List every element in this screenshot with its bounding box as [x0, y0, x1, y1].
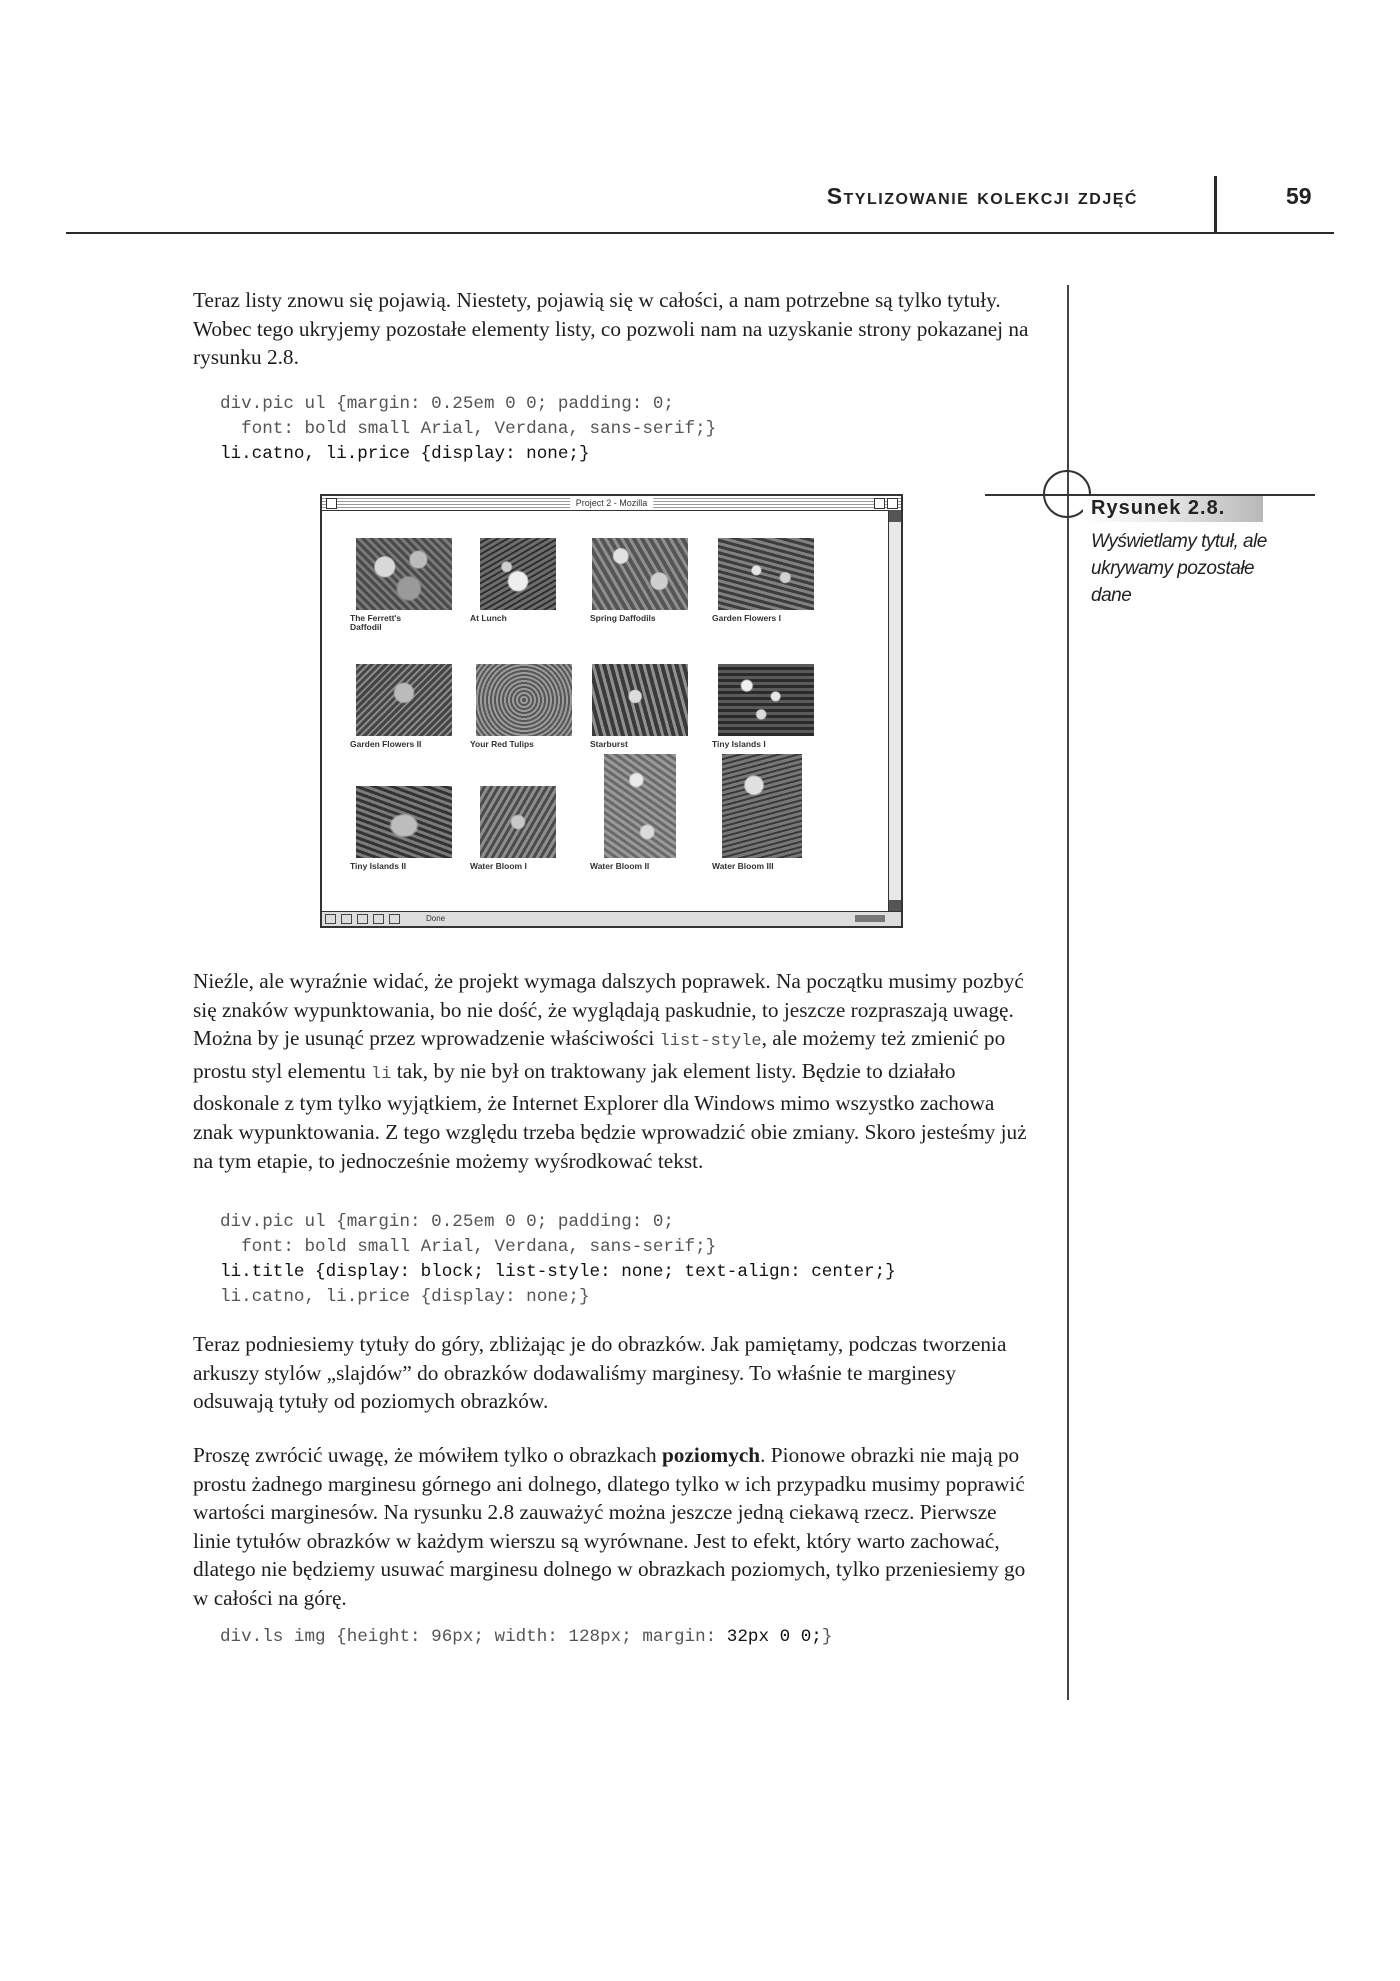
header-rule — [66, 232, 1334, 234]
paragraph-bullets — [193, 967, 1038, 1175]
code-block-2 — [220, 1210, 896, 1310]
inline-code: li — [371, 1064, 392, 1084]
paragraph-margins — [193, 1441, 1038, 1613]
thumbnail-image — [356, 786, 452, 858]
thumbnail-caption: At Lunch — [470, 613, 507, 623]
thumbnail-caption: The Ferrett's Daffodil — [350, 613, 402, 632]
status-icon — [357, 914, 368, 924]
thumbnail-image — [480, 538, 556, 610]
thumbnail-image — [356, 664, 452, 736]
inline-code: list-style — [659, 1032, 762, 1052]
code-block-3 — [220, 1625, 832, 1650]
code-line: font: bold small Arial, Verdana, sans-serif;} — [220, 1237, 717, 1257]
thumbnail-image — [722, 754, 802, 858]
thumbnail-image — [480, 786, 556, 858]
thumbnail-caption: Your Red Tulips — [470, 739, 534, 749]
thumbnail-caption: Water Bloom II — [590, 861, 650, 871]
figure-label: Rysunek 2.8. — [1091, 497, 1226, 519]
paragraph-titles: Teraz podniesiemy tytuły do góry, zbliżając je do obrazków. Jak pamiętamy, podczas tworzenia arkuszy stylów „slajdów” do obrazków dodawaliśmy marginesy. To właśnie te marginesy odsuwają tytuły od poziomych obrazków. — [193, 1332, 1007, 1414]
scroll-up-icon — [889, 510, 901, 522]
thumbnail-image — [592, 664, 688, 736]
window-titlebar — [322, 496, 901, 511]
code-line-bold: li.catno, li.price {display: none;} — [220, 444, 590, 464]
text-run: Nieźle, ale wyraźnie widać, że projekt wymaga dalszych poprawek. Na początku musimy pozbyć się znaków wypunktowania, bo nie dość, że wyglądają paskudnie, to jeszcze rozpraszają uwagę. Można by je usunąć przez wprowadzenie właściwości — [193, 969, 1024, 1051]
thumbnail-caption: Spring Daffodils — [590, 613, 656, 623]
header-divider — [1214, 176, 1217, 232]
text-run: Proszę zwrócić uwagę, że mówiłem tylko o obrazkach — [193, 1443, 662, 1467]
paragraph-intro: Teraz listy znowu się pojawią. Niestety, pojawią się w całości, a nam potrzebne są tylko tytuły. Wobec tego ukryjemy pozostałe elementy listy, co pozwoli nam na uzyskanie strony pokazanej na rysunku 2.8. — [193, 288, 1029, 370]
code-bold-part: 32px 0 0; — [726, 1627, 822, 1647]
text-run: , ale możemy też zmienić po prostu styl elementu — [193, 1026, 1006, 1083]
code-line: font: bold small Arial, Verdana, sans-serif;} — [220, 419, 717, 439]
running-header-title: Stylizowanie kolekcji zdjęć — [826, 183, 1138, 209]
thumbnail-caption: Tiny Islands I — [712, 739, 766, 749]
thumbnail-caption: Garden Flowers I — [712, 613, 781, 623]
status-icon — [325, 914, 336, 924]
thumbnail-image — [718, 664, 814, 736]
thumbnail-caption: Starburst — [590, 739, 628, 749]
status-icon — [373, 914, 384, 924]
code-line: div.pic ul {margin: 0.25em 0 0; padding: 0; — [220, 1212, 674, 1232]
thumbnail-caption: Tiny Islands II — [350, 861, 407, 871]
window-statusbar — [322, 911, 901, 926]
code-line: li.catno, li.price {display: none;} — [220, 1287, 590, 1307]
window-title: Project 2 - Mozilla — [570, 496, 654, 510]
thumbnail-caption: Water Bloom I — [470, 861, 527, 871]
code-line: div.pic ul {margin: 0.25em 0 0; padding: 0; — [220, 394, 674, 414]
code-line-bold: li.title {display: block; list-style: none; text-align: center;} — [220, 1262, 896, 1282]
close-box-icon — [326, 498, 337, 509]
text-run: tak, by nie był on traktowany jak element listy. Będzie to działało doskonale z tym tylko wyjątkiem, że Internet Explorer dla Windows mimo wszystko zachowa znak wypunktowania. Z tego względu trzeba będzie wprowadzić obie zmiany. Skoro jesteśmy już na tym etapie, to jednocześnie możemy wyśrodkować tekst. — [193, 1058, 1027, 1173]
page-number: 59 — [1286, 183, 1312, 209]
collapse-box-icon — [887, 498, 898, 509]
thumbnail-caption: Water Bloom III — [712, 861, 774, 871]
thumbnail-image — [356, 538, 452, 610]
thumbnail-image — [592, 538, 688, 610]
code-line: } — [821, 1627, 833, 1647]
zoom-box-icon — [874, 498, 885, 509]
code-line: div.ls img {height: 96px; width: 128px; margin: — [220, 1627, 727, 1647]
window-scrollbar — [888, 510, 901, 912]
progress-grip-icon — [855, 915, 885, 922]
thumbnail-caption: Garden Flowers II — [350, 739, 422, 749]
status-icon — [389, 914, 400, 924]
thumbnail-image — [476, 664, 572, 736]
bold-term: poziomych — [661, 1443, 761, 1467]
thumbnail-image — [604, 754, 676, 858]
status-icon — [341, 914, 352, 924]
thumbnail-image — [718, 538, 814, 610]
status-text: Done — [426, 914, 446, 923]
figure-browser-screenshot — [320, 494, 903, 928]
code-block-1 — [220, 392, 716, 467]
figure-caption: Wyświetlamy tytuł, ale ukrywamy pozostałe dane — [1091, 531, 1267, 606]
text-run: . Pionowe obrazki nie mają po prostu żadnego marginesu górnego ani dolnego, dlatego tylko w ich przypadku musimy poprawić wartości marginesów. Na rysunku 2.8 zauważyć można jeszcze jedną ciekawą rzecz. Pierwsze linie tytułów obrazków w każdym wierszu są wyrównane. Jest to efekt, który warto zachować, dlatego nie będziemy usuwać marginesu dolnego w obrazkach poziomych, tylko przeniesiemy go w całości na górę. — [193, 1443, 1026, 1610]
